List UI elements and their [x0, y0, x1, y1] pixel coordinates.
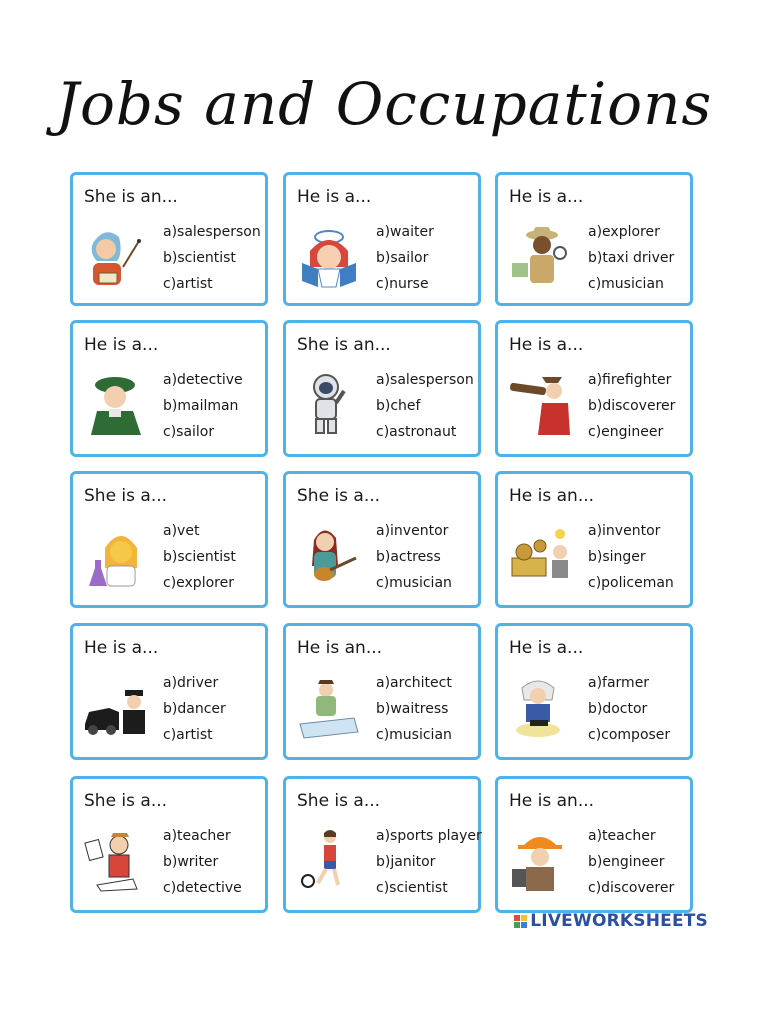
answer-option-c[interactable]: c)nurse — [376, 276, 429, 292]
answer-option-a[interactable]: a)architect — [376, 675, 452, 691]
question-prompt: He is a... — [84, 638, 159, 658]
answer-option-b[interactable]: b)janitor — [376, 854, 436, 870]
question-prompt: He is an... — [297, 638, 383, 658]
question-prompt: He is a... — [509, 187, 584, 207]
answer-option-c[interactable]: c)detective — [163, 880, 242, 896]
answer-option-b[interactable]: b)discoverer — [588, 398, 676, 414]
answer-option-b[interactable]: b)sailor — [376, 250, 429, 266]
answer-option-c[interactable]: c)musician — [376, 727, 452, 743]
composer-piano-icon — [508, 674, 574, 740]
answer-option-a[interactable]: a)detective — [163, 372, 243, 388]
answer-option-a[interactable]: a)inventor — [376, 523, 449, 539]
answer-option-c[interactable]: c)astronaut — [376, 424, 457, 440]
question-card — [495, 623, 693, 760]
worksheet-title: Jobs and Occupations — [55, 70, 713, 138]
detective-icon — [83, 371, 149, 437]
answer-option-c[interactable]: c)composer — [588, 727, 671, 743]
question-card — [283, 471, 481, 608]
answer-option-c[interactable]: c)sailor — [163, 424, 215, 440]
answer-option-c[interactable]: c)engineer — [588, 424, 664, 440]
answer-option-a[interactable]: a)teacher — [163, 828, 231, 844]
question-card — [70, 320, 268, 457]
question-prompt: He is a... — [509, 638, 584, 658]
writer-icon — [83, 827, 149, 893]
answer-option-b[interactable]: b)engineer — [588, 854, 665, 870]
question-prompt: She is an... — [84, 187, 178, 207]
answer-option-c[interactable]: c)policeman — [588, 575, 674, 591]
question-card — [495, 776, 693, 913]
answer-option-a[interactable]: a)driver — [163, 675, 219, 691]
answer-option-b[interactable]: b)scientist — [163, 549, 236, 565]
answer-option-c[interactable]: c)artist — [163, 727, 213, 743]
question-prompt: He is a... — [84, 335, 159, 355]
answer-option-b[interactable]: b)dancer — [163, 701, 226, 717]
question-card — [495, 320, 693, 457]
answer-option-a[interactable]: a)waiter — [376, 224, 434, 240]
telescope-discoverer-icon — [508, 371, 574, 437]
answer-option-b[interactable]: b)waitress — [376, 701, 449, 717]
question-prompt: She is a... — [84, 791, 168, 811]
architect-icon — [296, 674, 362, 740]
question-card — [495, 172, 693, 306]
artist-icon — [83, 223, 149, 289]
answer-option-a[interactable]: a)salesperson — [376, 372, 474, 388]
engineer-hardhat-icon — [508, 827, 574, 893]
question-prompt: She is an... — [297, 335, 391, 355]
question-prompt: He is a... — [509, 335, 584, 355]
logo-text: LIVEWORKSHEETS — [530, 911, 708, 931]
sailor-icon — [296, 223, 362, 289]
question-card — [283, 623, 481, 760]
question-card — [70, 623, 268, 760]
question-card — [283, 320, 481, 457]
answer-option-c[interactable]: c)scientist — [376, 880, 448, 896]
answer-option-c[interactable]: c)discoverer — [588, 880, 675, 896]
question-grid — [70, 172, 700, 914]
question-card — [70, 776, 268, 913]
question-prompt: He is an... — [509, 486, 595, 506]
guitar-musician-icon — [296, 522, 362, 588]
liveworksheets-logo — [514, 907, 708, 935]
inventor-machine-icon — [508, 522, 574, 588]
answer-option-b[interactable]: b)scientist — [163, 250, 236, 266]
liveworksheets-mark-icon — [514, 915, 527, 928]
answer-option-a[interactable]: a)inventor — [588, 523, 661, 539]
question-card — [283, 776, 481, 913]
answer-option-b[interactable]: b)doctor — [588, 701, 648, 717]
answer-option-c[interactable]: c)explorer — [163, 575, 234, 591]
answer-option-a[interactable]: a)vet — [163, 523, 200, 539]
answer-option-b[interactable]: b)writer — [163, 854, 219, 870]
scientist-icon — [83, 522, 149, 588]
answer-option-c[interactable]: c)musician — [376, 575, 452, 591]
answer-option-b[interactable]: b)chef — [376, 398, 421, 414]
question-card — [495, 471, 693, 608]
answer-option-a[interactable]: a)sports player — [376, 828, 482, 844]
question-card — [70, 172, 268, 306]
question-prompt: She is a... — [84, 486, 168, 506]
question-prompt: He is an... — [509, 791, 595, 811]
answer-option-c[interactable]: c)artist — [163, 276, 213, 292]
question-card — [70, 471, 268, 608]
question-prompt: She is a... — [297, 486, 381, 506]
answer-option-c[interactable]: c)musician — [588, 276, 664, 292]
answer-option-b[interactable]: b)mailman — [163, 398, 239, 414]
astronaut-icon — [296, 371, 362, 437]
question-prompt: She is a... — [297, 791, 381, 811]
answer-option-b[interactable]: b)singer — [588, 549, 646, 565]
answer-option-a[interactable]: a)teacher — [588, 828, 656, 844]
answer-option-a[interactable]: a)farmer — [588, 675, 650, 691]
question-card — [283, 172, 481, 306]
answer-option-a[interactable]: a)explorer — [588, 224, 660, 240]
answer-option-b[interactable]: b)actress — [376, 549, 441, 565]
explorer-icon — [508, 223, 574, 289]
question-prompt: He is a... — [297, 187, 372, 207]
soccer-player-icon — [296, 827, 362, 893]
answer-option-b[interactable]: b)taxi driver — [588, 250, 675, 266]
answer-option-a[interactable]: a)firefighter — [588, 372, 672, 388]
answer-option-a[interactable]: a)salesperson — [163, 224, 261, 240]
car-driver-icon — [83, 674, 149, 740]
